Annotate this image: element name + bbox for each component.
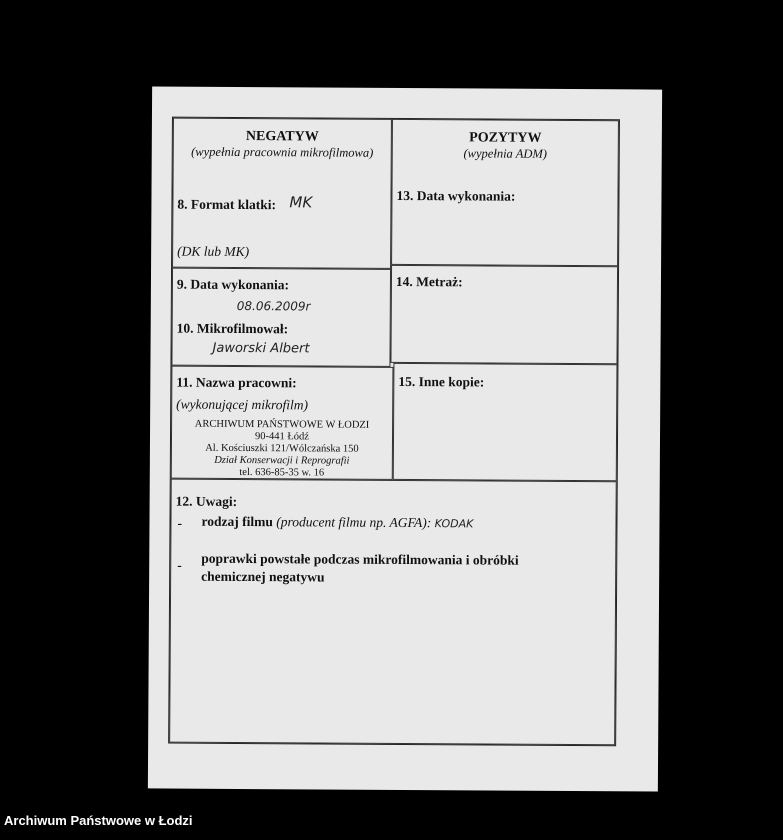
archive-watermark: Archiwum Państwowe w Łodzi [4,813,193,828]
data-wykonania-9-value: 08.06.2009r [236,298,311,314]
format-label: 8. Format klatki: [177,196,277,213]
uwagi-item-poprawki: poprawki powstałe podczas mikrofilmowania i obróbki [201,550,519,568]
stamp-line: tel. 636-85-35 w. 16 [239,466,325,479]
bullet: - [177,557,182,573]
pracownia-hint: (wykonującej mikrofilm) [176,396,309,413]
mikrofilmowal-value: Jaworski Albert [212,340,310,357]
mikrofilmowal-label: 10. Mikrofilmował: [176,320,289,337]
data-wykonania-9-label: 9. Data wykonania: [176,276,290,293]
uwagi-item-poprawki-cont: chemicznej negatywu [201,568,325,585]
negatyw-cell [172,118,392,269]
pozytyw-subtitle: (wypełnia ADM) [463,146,548,161]
inne-kopie-cell [393,363,618,481]
film-value: KODAK [434,517,474,531]
pozytyw-cell [391,119,619,266]
stamp-line: ARCHIWUM PAŃSTWOWE W ŁODZI [194,418,370,431]
metraz-cell [390,265,618,364]
uwagi-item-film [201,514,473,532]
stamp-line: Al. Kościuszki 121/Wólczańska 150 [205,442,359,455]
pracownia-label: 11. Nazwa pracowni: [176,374,297,391]
bullet: - [177,515,183,531]
format-value: MK [289,193,313,212]
data-cell [171,268,391,367]
negatyw-title: NEGATYW [245,129,319,145]
pozytyw-title: POZYTYW [469,130,542,146]
archive-stamp [172,419,392,480]
uwagi-cell [169,479,617,746]
film-hint: (producent filmu np. AGFA): [276,514,432,531]
form-table [168,117,620,747]
microfilm-card [148,86,662,791]
negatyw-subtitle: (wypełnia pracownia mikrofilmowa) [191,144,374,160]
stamp-line: 90-441 Łódź [254,431,310,443]
metraz-label: 14. Metraż: [395,273,463,290]
data-wykonania-13-label: 13. Data wykonania: [396,187,516,204]
uwagi-label: 12. Uwagi: [175,493,238,509]
film-label: rodzaj filmu [201,513,273,530]
pracownia-cell [171,366,394,480]
inne-kopie-label: 15. Inne kopie: [398,373,485,390]
format-hint: (DK lub MK) [177,243,250,260]
stamp-line: Dział Konserwacji i Reprografii [214,454,350,467]
